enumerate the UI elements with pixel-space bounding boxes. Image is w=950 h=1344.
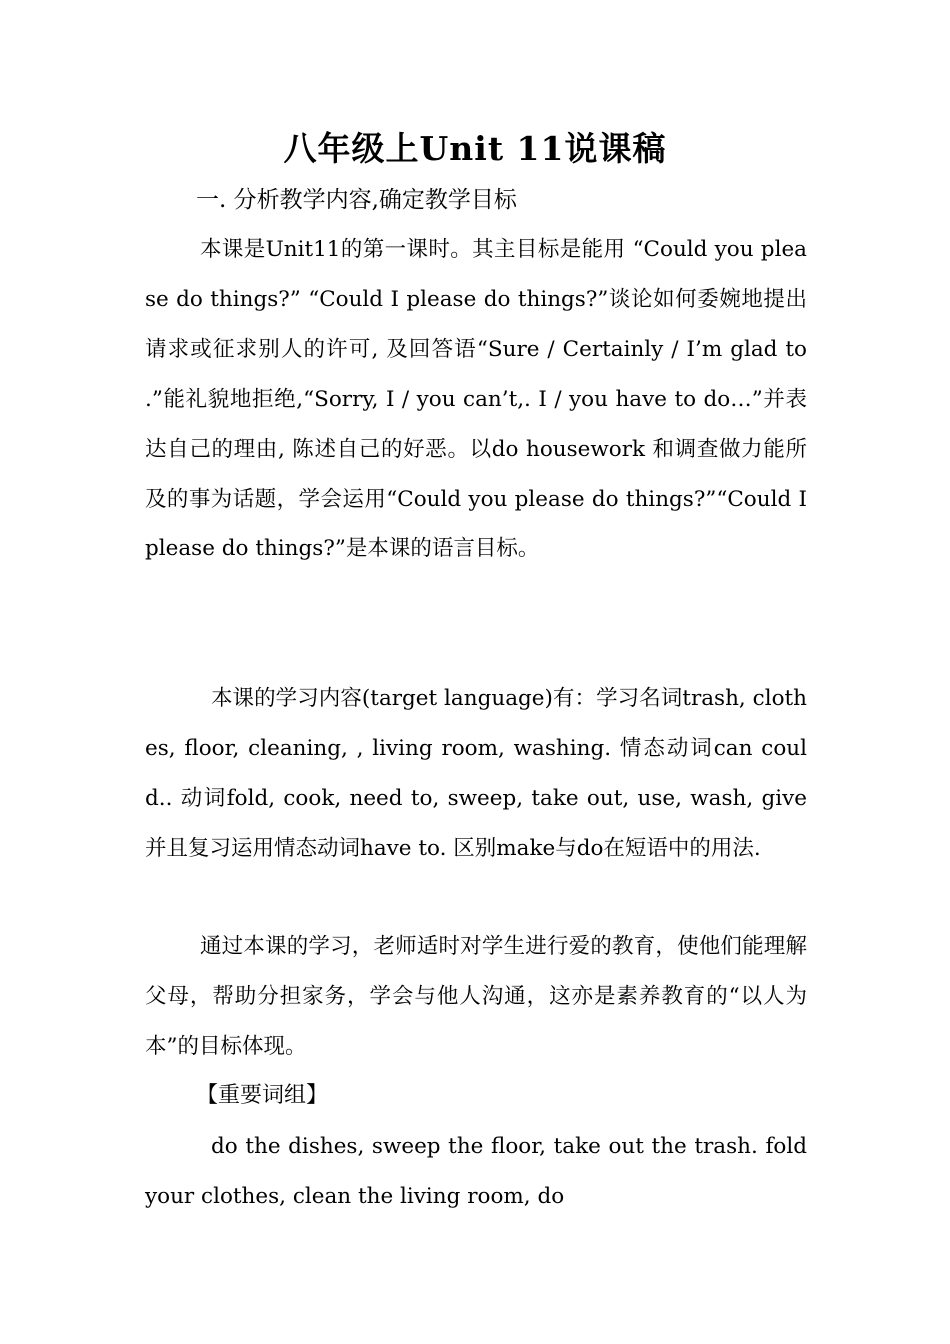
- paragraph-moral-education: 通过本课的学习，老师适时对学生进行爱的教育，使他们能理解父母，帮助分担家务，学会与他人沟通，这亦是素养教育的“以人为本”的目标体现。: [145, 934, 807, 1059]
- key-phrases-label: 【重要词组】: [196, 1083, 329, 1108]
- section-heading: 一. 分析教学内容,确定教学目标: [196, 187, 517, 213]
- paragraph-teaching-goals: 本课是Unit11的第一课时。其主目标是能用 “Could you please do things?” “Could I please do things?”谈论如何委婉地提出请求或征求别人的许可, 及回答语“Sure / Certainly / I’m glad to .”能礼貌地拒绝,“Sorry, I / you can’t,. I / you have to do…”并表达自己的理由, 陈述自己的好恶。以do housework 和调查做力能所及的事为话题，学会运用“Could you please do things?”“Could I please do things?”是本课的语言目标。: [145, 237, 807, 562]
- document-title: 八年级上Unit 11说课稿: [283, 129, 667, 168]
- paragraph-target-language: 本课的学习内容(target language)有：学习名词trash, clothes, floor, cleaning, , living room, washing. 情态动词can could.. 动词fold, cook, need to, sweep, take out, use, wash, give并且复习运用情态动词have to. 区别make与do在短语中的用法.: [145, 686, 807, 861]
- paragraph-key-phrases: do the dishes, sweep the floor, take out the trash. fold your clothes, clean the living room, do: [145, 1134, 807, 1209]
